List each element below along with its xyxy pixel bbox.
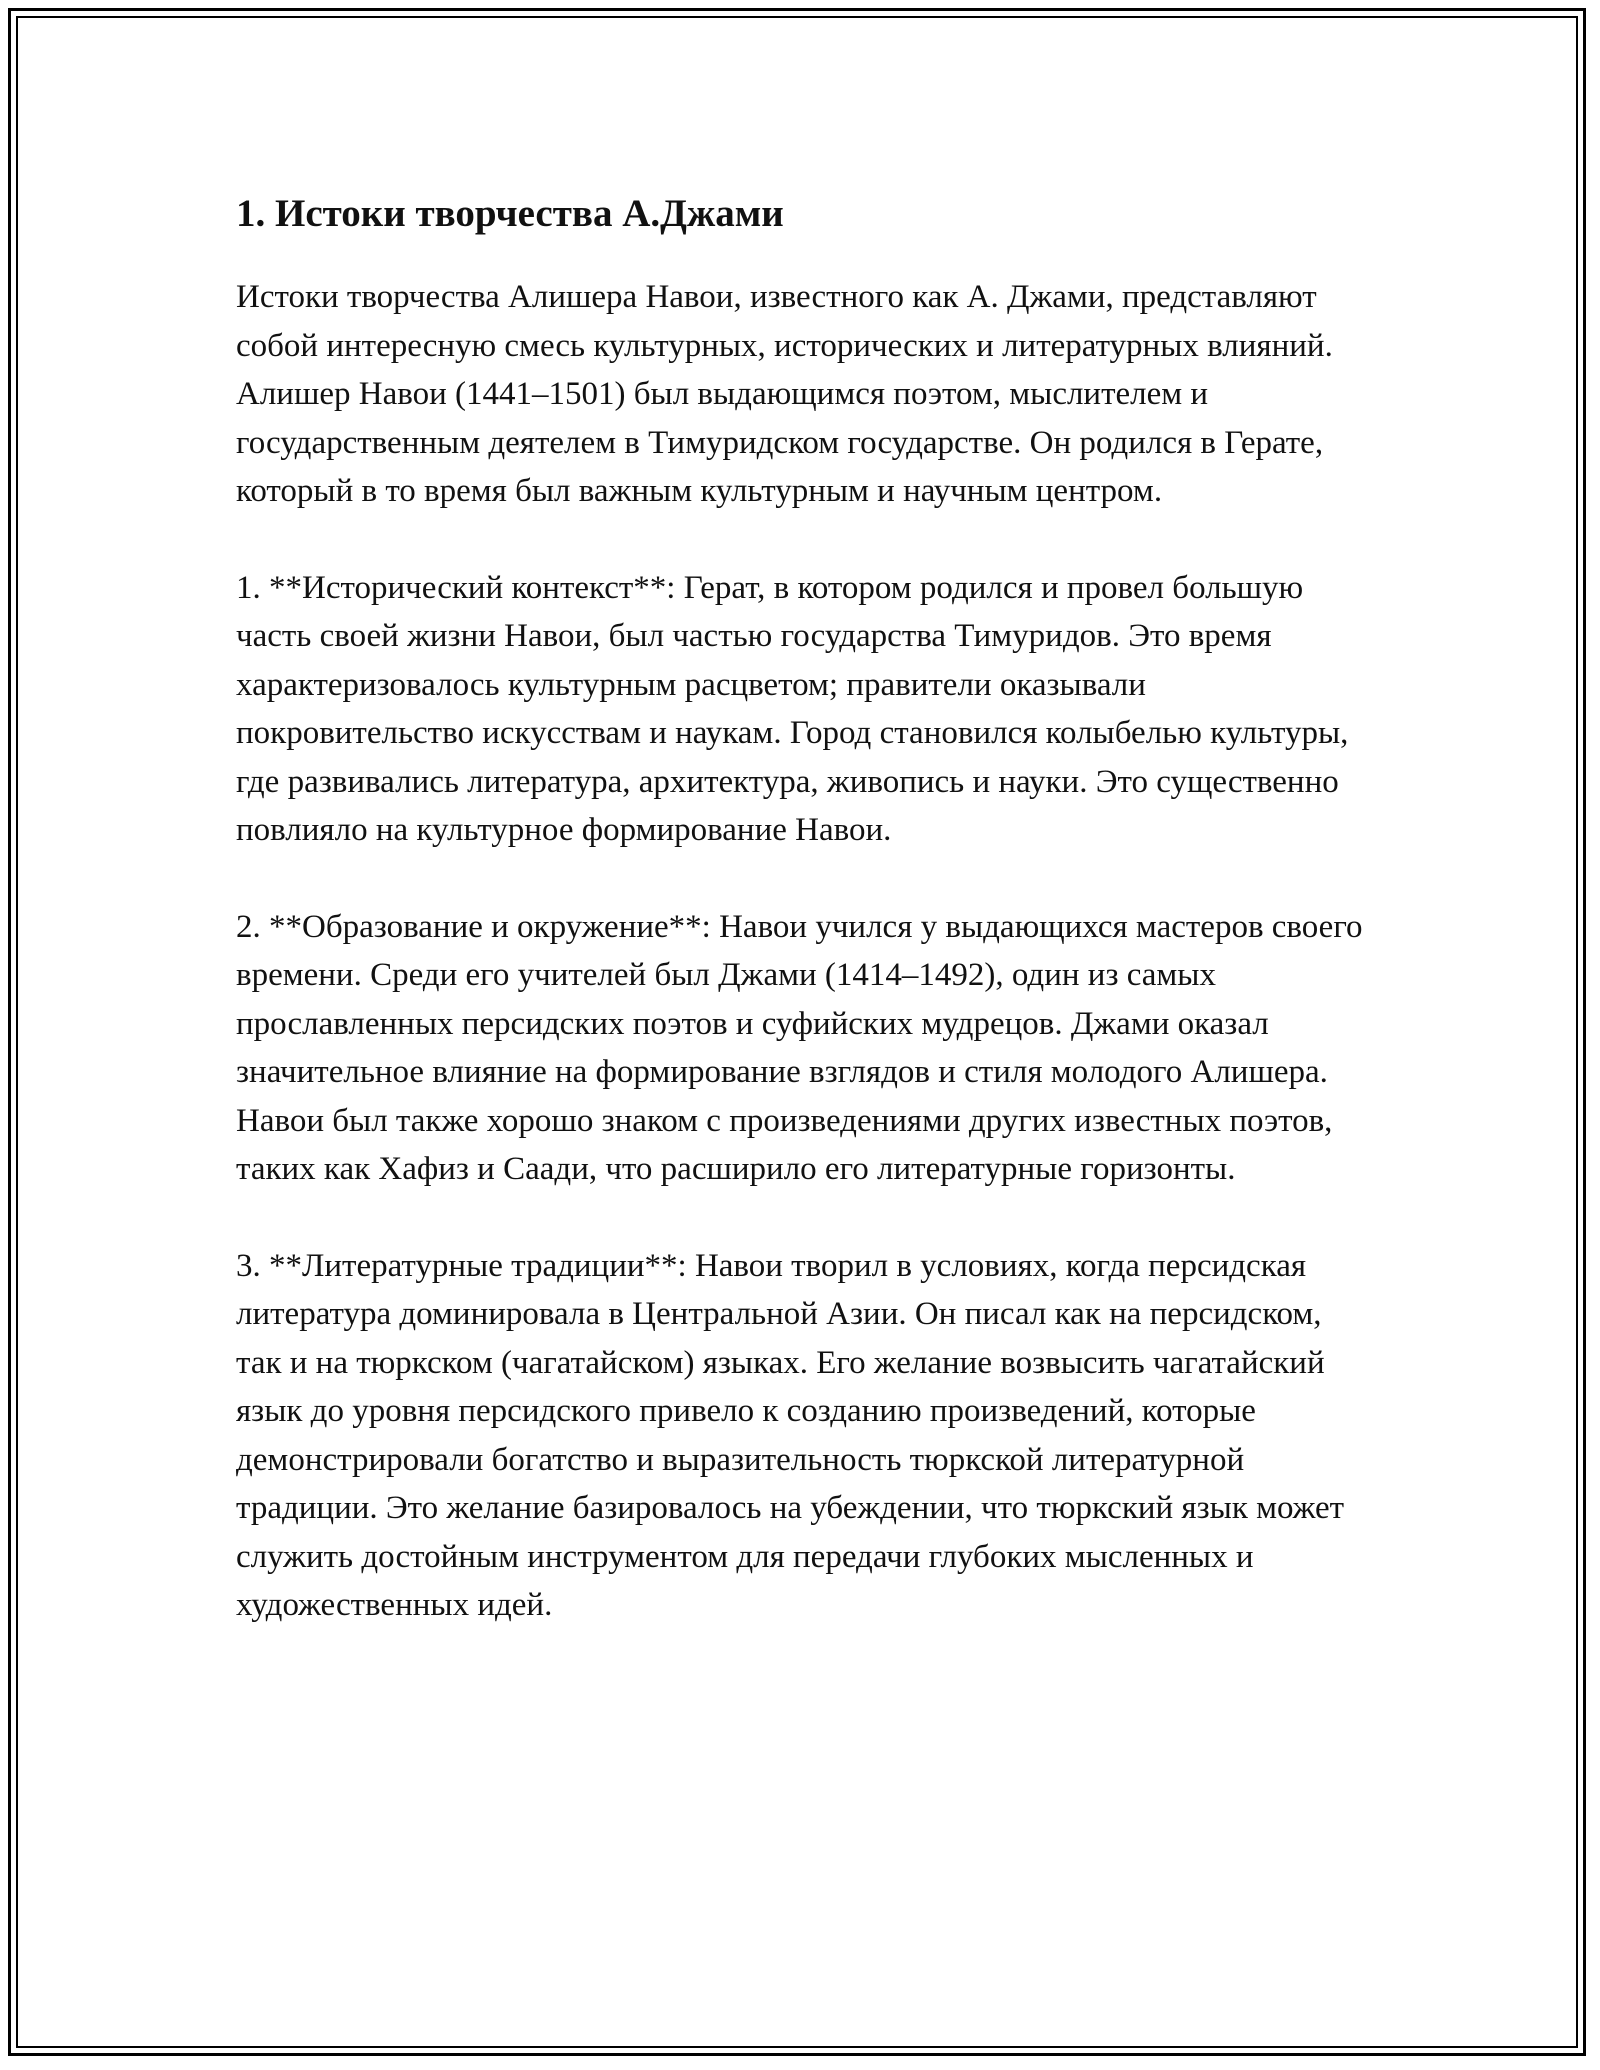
section-heading: 1. Истоки творчества А.Джами (236, 192, 784, 235)
paragraph-historical-context: 1. **Исторический контекст**: Герат, в котором родился и провел большую часть своей жизни Навои, был частью государства Тимуридов. Это время характеризовалось культурным расцветом; правители оказывали покровительство искусствам и наукам. Город становился колыбелью культуры, где развивались литература, архитектура, живопись и науки. Это существенно повлияло на культурное формирование Навои. (236, 569, 1349, 848)
document-body (236, 183, 1366, 1678)
intro-paragraph: Истоки творчества Алишера Навои, известного как А. Джами, представляют собой интересную смесь культурных, исторических и литературных влияний. Алишер Навои (1441–1501) был выдающимся поэтом, мыслителем и государственным деятелем в Тимуридском государстве. Он родился в Герате, который в то время был важным культурным и научным центром. (236, 279, 1333, 509)
paragraph-literary-traditions: 3. **Литературные традиции**: Навои творил в условиях, когда персидская литература доминировала в Центральной Азии. Он писал как на персидском, так и на тюркском (чагатайском) языках. Его желание возвысить чагатайский язык до уровня персидского привело к созданию произведений, которые демонстрировали богатство и выразительность тюркской литературной традиции. Это желание базировалось на убеждении, что тюркский язык может служить достойным инструментом для передачи глубоких мысленных и художественных идей. (236, 1247, 1345, 1623)
paragraph-education: 2. **Образование и окружение**: Навои учился у выдающихся мастеров своего времени. Среди его учителей был Джами (1414–1492), один из самых прославленных персидских поэтов и суфийских мудрецов. Джами оказал значительное влияние на формирование взглядов и стиля молодого Алишера. Навои был также хорошо знаком с произведениями других известных поэтов, таких как Хафиз и Саади, что расширило его литературные горизонты. (236, 908, 1363, 1187)
